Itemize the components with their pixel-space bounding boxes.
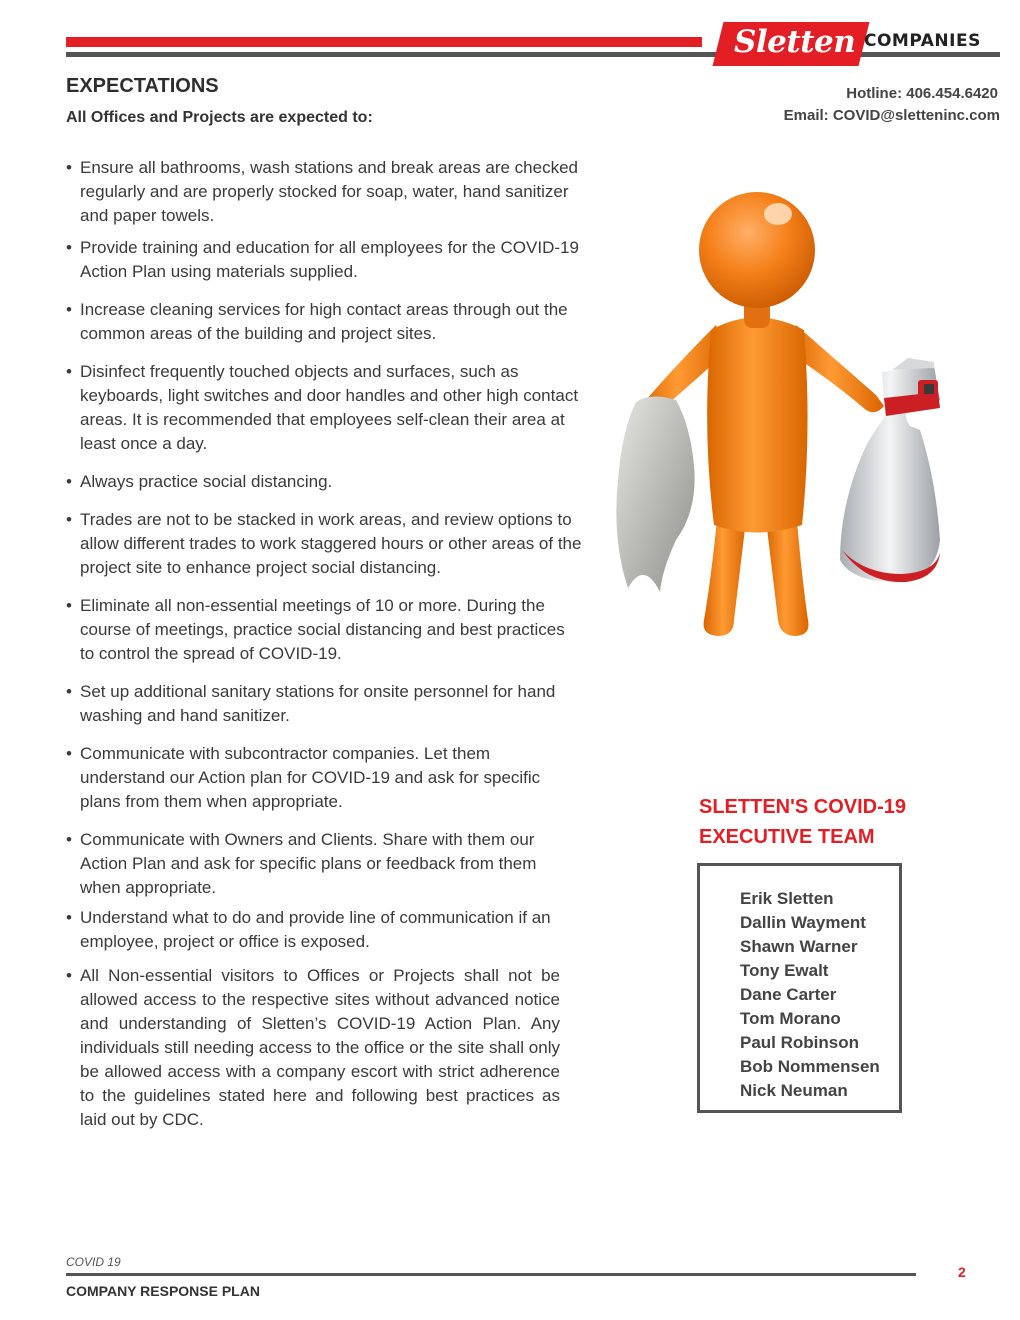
email-text: Email: COVID@sletteninc.com xyxy=(783,107,1000,124)
team-member: Tom Morano xyxy=(740,1009,841,1028)
footer-divider xyxy=(66,1273,916,1276)
footer-doc-name: COVID 19 xyxy=(66,1255,121,1269)
list-item: • Disinfect frequently touched objects and surfaces, such as keyboards, light switches and door handles and other high contact areas. It is recommended that employees self-clean their area at least once a day. xyxy=(66,360,586,456)
cleaning-figure-illustration xyxy=(606,180,960,650)
team-title xyxy=(699,792,906,852)
list-item: • Understand what to do and provide line of communication if an employee, project or office is exposed. xyxy=(66,906,566,954)
team-member: Erik Sletten xyxy=(740,889,834,908)
list-item: • Increase cleaning services for high contact areas through out the common areas of the building and project sites. xyxy=(66,298,576,346)
list-item: • Trades are not to be stacked in work areas, and review options to allow different trades to work staggered hours or other areas of the project site to enhance project social distancing. xyxy=(66,508,582,580)
hotline-text: Hotline: 406.454.6420 xyxy=(846,85,998,102)
footer-plan-name: COMPANY RESPONSE PLAN xyxy=(66,1283,260,1299)
list-item: • Communicate with Owners and Clients. Share with them our Action Plan and ask for specific plans or feedback from them when appropriate. xyxy=(66,828,556,900)
sletten-logo xyxy=(712,18,1008,70)
team-member: Tony Ewalt xyxy=(740,961,829,980)
logo-wordmark: Sletten xyxy=(734,24,856,60)
team-member: Dallin Wayment xyxy=(740,913,866,932)
list-item: • Communicate with subcontractor companies. Let them understand our Action plan for COVID-19 and ask for specific plans from them when appropriate. xyxy=(66,742,556,814)
list-item: • Provide training and education for all employees for the COVID-19 Action Plan using materials supplied. xyxy=(66,236,586,284)
expectations-list xyxy=(66,156,596,1132)
team-box xyxy=(697,863,902,1113)
logo-companies-text: COMPANIES xyxy=(864,31,981,51)
section-subtitle: All Offices and Projects are expected to: xyxy=(66,109,373,126)
list-item: • All Non-essential visitors to Offices or Projects shall not be allowed access to the respective sites without advanced notice and understanding of Sletten’s COVID-19 Action Plan. Any individuals still needing access to the office or the site shall only be allowed access with a company escort with strict adherence to the guidelines stated here and following best practices as laid out by CDC. xyxy=(66,964,560,1132)
team-member-list xyxy=(740,887,880,1103)
team-member: Dane Carter xyxy=(740,985,837,1004)
team-title-line-1: SLETTEN'S COVID-19 xyxy=(699,796,907,818)
list-item: • Set up additional sanitary stations for onsite personnel for hand washing and hand sanitizer. xyxy=(66,680,566,728)
team-title-line-2: EXECUTIVE TEAM xyxy=(699,826,875,848)
list-item: • Always practice social distancing. xyxy=(66,470,596,494)
header-red-bar xyxy=(66,37,702,47)
list-item: • Ensure all bathrooms, wash stations and break areas are checked regularly and are properly stocked for soap, water, hand sanitizer and paper towels. xyxy=(66,156,596,228)
list-item: • Eliminate all non-essential meetings of 10 or more. During the course of meetings, practice social distancing and best practices to control the spread of COVID-19. xyxy=(66,594,578,666)
section-title: EXPECTATIONS xyxy=(66,75,219,97)
team-member: Nick Neuman xyxy=(740,1081,848,1100)
team-member: Shawn Warner xyxy=(740,937,858,956)
team-member: Paul Robinson xyxy=(740,1033,859,1052)
team-member: Bob Nommensen xyxy=(740,1057,880,1076)
page-number: 2 xyxy=(958,1264,966,1280)
